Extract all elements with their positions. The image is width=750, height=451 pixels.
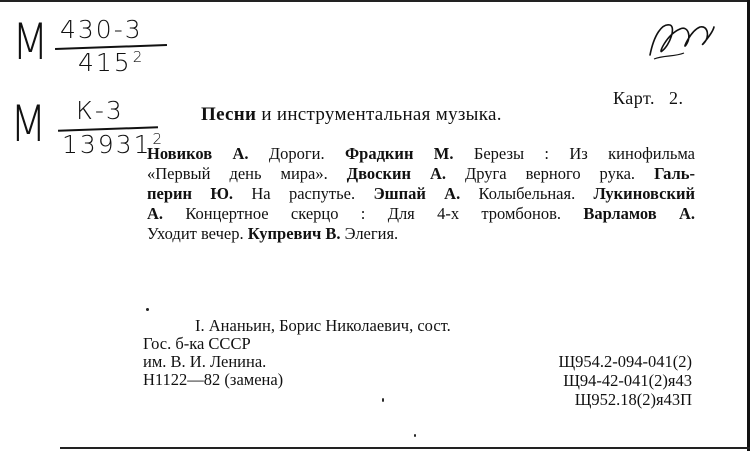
- compiler-line: I. Ананьин, Борис Николаевич, сост.: [195, 316, 451, 335]
- card-bottom-edge: [60, 447, 750, 449]
- scan-speck: [414, 434, 416, 437]
- scan-speck: [382, 398, 384, 402]
- contents-line-1: Новиков А. Дороги. Фрадкин М. Березы : Из кинофильма: [147, 144, 695, 163]
- contents-line-5: Уходит вечер. Купревич В. Элегия.: [147, 224, 399, 243]
- scan-speck: [146, 308, 149, 311]
- shelf-mark-1-top: 430-3: [60, 15, 143, 44]
- contents-line-3: перин Ю. На распутье. Эшпай А. Колыбельная. Лукиновский: [147, 184, 695, 203]
- library-line-1: Гос. б-ка СССР: [143, 334, 251, 353]
- signature-scribble: [640, 15, 720, 65]
- classification-codes: [559, 352, 693, 409]
- shelf-mark-2-top: К-3: [76, 96, 124, 125]
- shelf-mark-1-bottom: $415^2$: [78, 48, 145, 77]
- contents-line-2: «Первый день мира». Двоскин А. Друга верного рука. Галь-: [147, 164, 695, 183]
- contents-block: [147, 144, 695, 244]
- classification-code-2: Щ94-42-041(2)я43: [563, 371, 692, 390]
- card-code-line: Н1122—82 (замена): [143, 370, 284, 389]
- library-line-2: им. В. И. Ленина.: [143, 352, 267, 371]
- card-title-rest: и инструментальная музыка.: [256, 104, 502, 125]
- shelf-mark-2-letter: М: [10, 95, 47, 153]
- card-title-bold: Песни: [201, 104, 257, 125]
- card-number: [613, 88, 684, 109]
- card-title: [201, 104, 502, 126]
- classification-code-3: Щ952.18(2)я43П: [574, 390, 692, 409]
- publication-info: [143, 317, 451, 389]
- shelf-mark-2-bottom: 13931$^2$: [62, 130, 165, 159]
- card-number-value: 2.: [669, 88, 684, 108]
- contents-line-4: А. Концертное скерцо : Для 4-х тромбонов. Варламов А.: [147, 204, 696, 223]
- classification-code-1: Щ954.2-094-041(2): [558, 352, 692, 371]
- shelf-mark-1-letter: М: [12, 13, 49, 71]
- card-number-label: Карт.: [613, 88, 656, 108]
- card-top-edge: [0, 0, 750, 2]
